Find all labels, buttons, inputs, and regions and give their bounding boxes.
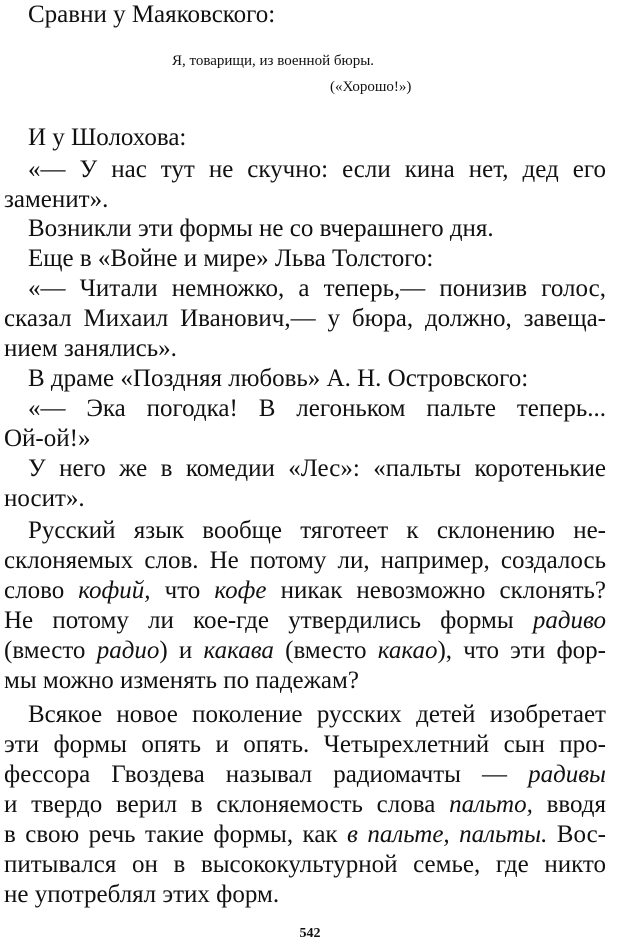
text-segment: слово [4,577,79,604]
italic-word: кофий, [78,577,151,604]
text-line: Сравни у Маяковского: [28,1,276,28]
page-number: 542 [299,926,321,941]
text-line: питывался он в высококультурной семье, где никто [4,851,606,878]
text-segment: Вос- [547,821,606,848]
text-segment: что [150,577,215,604]
text-line: «— Читали немножко, а теперь,— понизив голос, [28,275,606,302]
text-line: нием занялись». [4,335,177,362]
text-line: не употреблял этих форм. [4,881,280,908]
text-line: эти формы опять и опять. Четырехлетний сын про- [4,731,606,758]
text-line: Возникли эти формы не со вчерашнего дня. [28,215,494,242]
text-line [4,576,606,606]
text-line: мы можно изменять по падежам? [4,667,359,694]
text-line: Всякое новое поколение русских детей изобретает [28,701,606,728]
italic-word: в пальте, пальты. [347,821,548,848]
text-line: Русский язык вообще тяготеет к склонению не- [28,517,606,544]
text-line: носит». [4,485,85,512]
text-line: «— Эка погодка! В легоньком пальте теперь... [28,395,606,422]
text-line: сказал Михаил Иванович,— у бюра, должно, завеща- [4,305,606,332]
italic-word: какао [377,637,438,664]
verse-line: Я, товарищи, из военной бюры. [172,53,375,69]
text-line [4,790,606,820]
text-line: склоняемых слов. Не потому ли, например, создалось [4,547,606,574]
text-segment: Не потому ли кое-где утвердились формы [4,607,533,634]
text-segment: никак невозможно склонять? [266,577,606,604]
italic-word: радио [96,637,160,664]
text-line [4,636,606,666]
text-line: В драме «Поздняя любовь» А. Н. Островского: [28,365,529,392]
text-line [4,606,606,636]
text-line: «— У нас тут не скучно: если кина нет, дед его [28,156,606,183]
text-line [4,760,606,790]
text-segment: (вместо [273,637,378,664]
text-line [4,820,606,850]
text-segment: ), что эти фор- [437,637,606,664]
text-segment: фессора Гвоздева называл радиомачты — [4,761,529,788]
text-segment: в свою речь такие формы, как [4,821,348,848]
text-segment: (вместо [4,637,97,664]
text-segment: ) и [159,637,204,664]
italic-word: какава [203,637,274,664]
text-line: заменит». [4,186,109,213]
text-line: У него же в комедии «Лес»: «пальты коротенькие [28,455,606,482]
text-line: Ой-ой!» [4,425,91,452]
italic-word: радивы [528,761,606,788]
italic-word: пальто, [449,791,533,818]
text-segment: и твердо верил в склоняемость слова [4,791,450,818]
verse-line: («Хорошо!») [330,79,412,95]
text-line: И у Шолохова: [28,124,187,151]
text-segment: вводя [532,791,607,818]
italic-word: радиво [532,607,606,634]
italic-word: кофе [214,577,267,604]
text-line: Еще в «Войне и мире» Льва Толстого: [28,245,434,272]
